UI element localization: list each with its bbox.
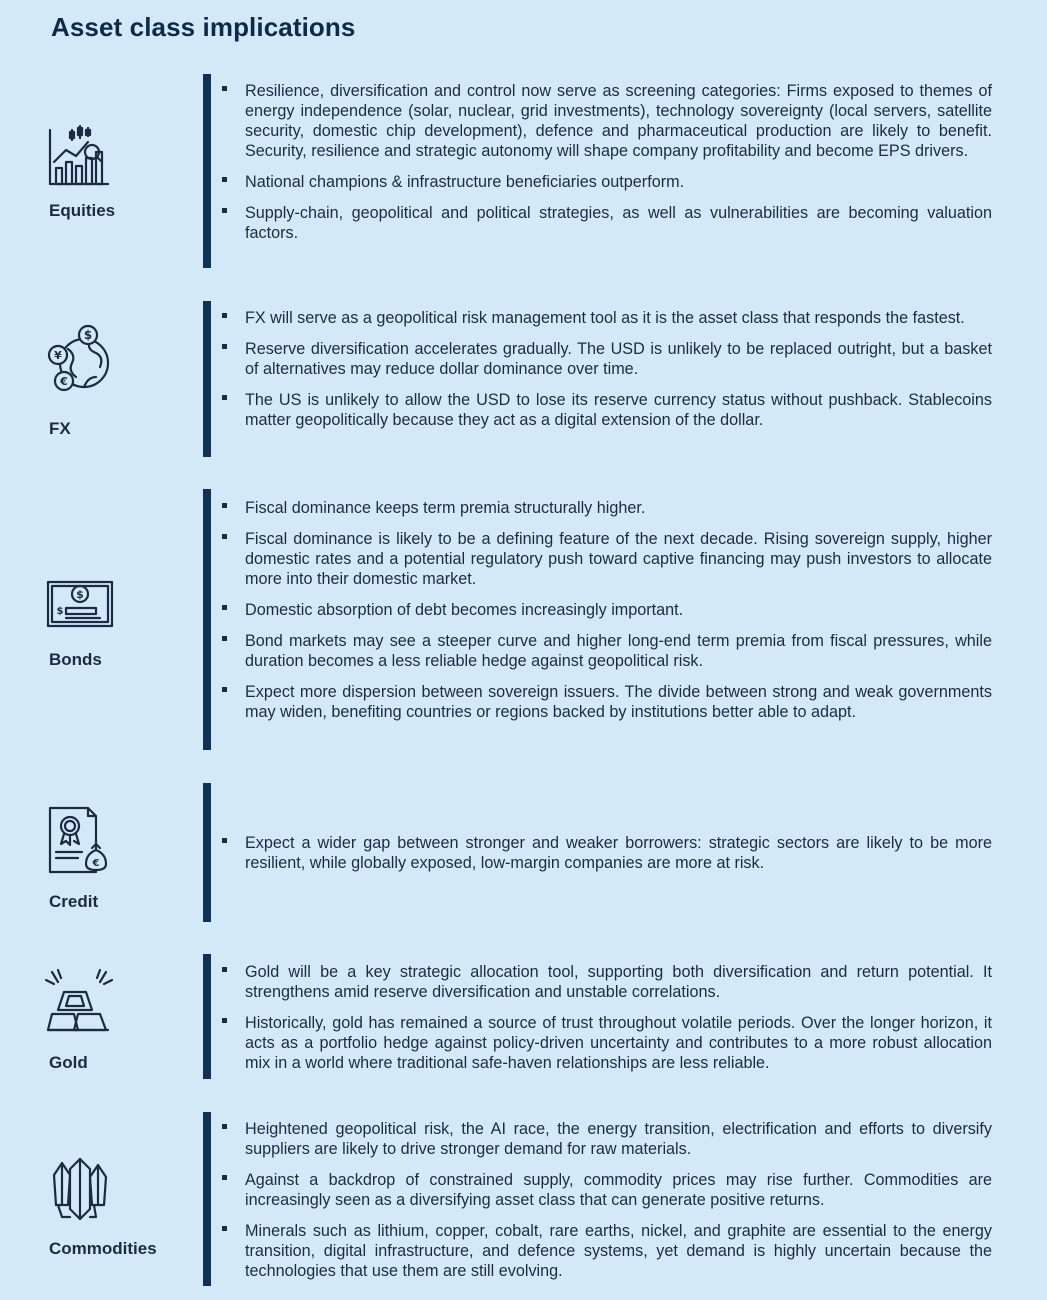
bullet-list-equities xyxy=(220,81,992,254)
bullet-list-gold xyxy=(220,962,992,1084)
credit-document-icon xyxy=(44,804,114,874)
section-divider-bar xyxy=(203,1112,211,1286)
list-item: Domestic absorption of debt becomes increasingly important. xyxy=(220,600,992,620)
section-label-credit: Credit xyxy=(49,892,99,911)
bullet-list-bonds xyxy=(220,498,992,733)
svg-text:¥: ¥ xyxy=(54,349,62,362)
list-item: Reserve diversification accelerates gradually. The USD is unlikely to be replaced outright, but a basket of alternatives may reduce dollar dominance over time. xyxy=(220,339,992,379)
list-item: Fiscal dominance is likely to be a defining feature of the next decade. Rising sovereign supply, higher domestic rates and a potential regulatory push toward captive financing may push investors to allocate more into their domestic market. xyxy=(220,529,992,589)
equities-chart-icon xyxy=(44,122,114,192)
list-item: Bond markets may see a steeper curve and higher long-end term premia from fiscal pressures, while duration becomes a less reliable hedge against geopolitical risk. xyxy=(220,631,992,671)
list-item: Against a backdrop of constrained supply, commodity prices may rise further. Commodities are increasingly seen as a diversifying asset class that can generate positive returns. xyxy=(220,1170,992,1210)
bullet-list-commodities xyxy=(220,1119,992,1292)
list-item: Expect a wider gap between stronger and weaker borrowers: strategic sectors are likely to be more resilient, while globally exposed, low-margin companies are more at risk. xyxy=(220,833,992,873)
gold-bars-icon xyxy=(44,968,114,1038)
section-label-fx: FX xyxy=(49,419,71,438)
fx-globe-currency-icon xyxy=(44,323,114,393)
svg-text:$: $ xyxy=(76,588,84,601)
section-label-gold: Gold xyxy=(49,1053,88,1072)
list-item: Gold will be a key strategic allocation tool, supporting both diversification and return potential. It strengthens amid reserve diversification and unstable correlations. xyxy=(220,962,992,1002)
commodities-crystals-icon xyxy=(44,1155,114,1225)
bond-certificate-icon xyxy=(44,570,114,640)
list-item: FX will serve as a geopolitical risk management tool as it is the asset class that responds the fastest. xyxy=(220,308,992,328)
list-item: The US is unlikely to allow the USD to lose its reserve currency status without pushback. Stablecoins matter geopolitically because they act as a digital extension of the dollar. xyxy=(220,390,992,430)
section-divider-bar xyxy=(203,489,211,750)
list-item: National champions & infrastructure beneficiaries outperform. xyxy=(220,172,992,192)
section-label-bonds: Bonds xyxy=(49,650,102,669)
list-item: Resilience, diversification and control now serve as screening categories: Firms exposed to themes of energy independence (solar, nuclear, grid investments), technology sovereignty (local servers, satellite security, domestic chip development), defence and pharmaceutical production are likely to benefit. Security, resilience and strategic autonomy will shape company profitability and become EPS drivers. xyxy=(220,81,992,161)
section-label-commodities: Commodities xyxy=(49,1239,157,1258)
section-label-equities: Equities xyxy=(49,201,116,220)
page-title: Asset class implications xyxy=(51,12,356,42)
bullet-list-fx xyxy=(220,308,992,441)
list-item: Heightened geopolitical risk, the AI race, the energy transition, electrification and efforts to diversify suppliers are likely to drive stronger demand for raw materials. xyxy=(220,1119,992,1159)
svg-text:€: € xyxy=(92,858,100,869)
svg-text:€: € xyxy=(60,375,68,388)
list-item: Fiscal dominance keeps term premia structurally higher. xyxy=(220,498,992,518)
section-divider-bar xyxy=(203,301,211,457)
section-divider-bar xyxy=(203,954,211,1079)
list-item: Historically, gold has remained a source of trust throughout volatile periods. Over the longer horizon, it acts as a portfolio hedge against policy-driven uncertainty and contributes to a more robust allocation mix in a world where traditional safe-haven relationships are less reliable. xyxy=(220,1013,992,1073)
list-item: Expect more dispersion between sovereign issuers. The divide between strong and weak governments may widen, benefiting countries or regions backed by institutions better able to adapt. xyxy=(220,682,992,722)
svg-text:$: $ xyxy=(56,606,64,617)
svg-text:$: $ xyxy=(83,328,93,342)
bullet-list-credit xyxy=(220,833,992,884)
section-divider-bar xyxy=(203,74,211,268)
list-item: Minerals such as lithium, copper, cobalt, rare earths, nickel, and graphite are essential to the energy transition, digital infrastructure, and defence systems, yet demand is highly uncertain because the technologies that use them are still evolving. xyxy=(220,1221,992,1281)
section-divider-bar xyxy=(203,783,211,922)
list-item: Supply-chain, geopolitical and political strategies, as well as vulnerabilities are becoming valuation factors. xyxy=(220,203,992,243)
